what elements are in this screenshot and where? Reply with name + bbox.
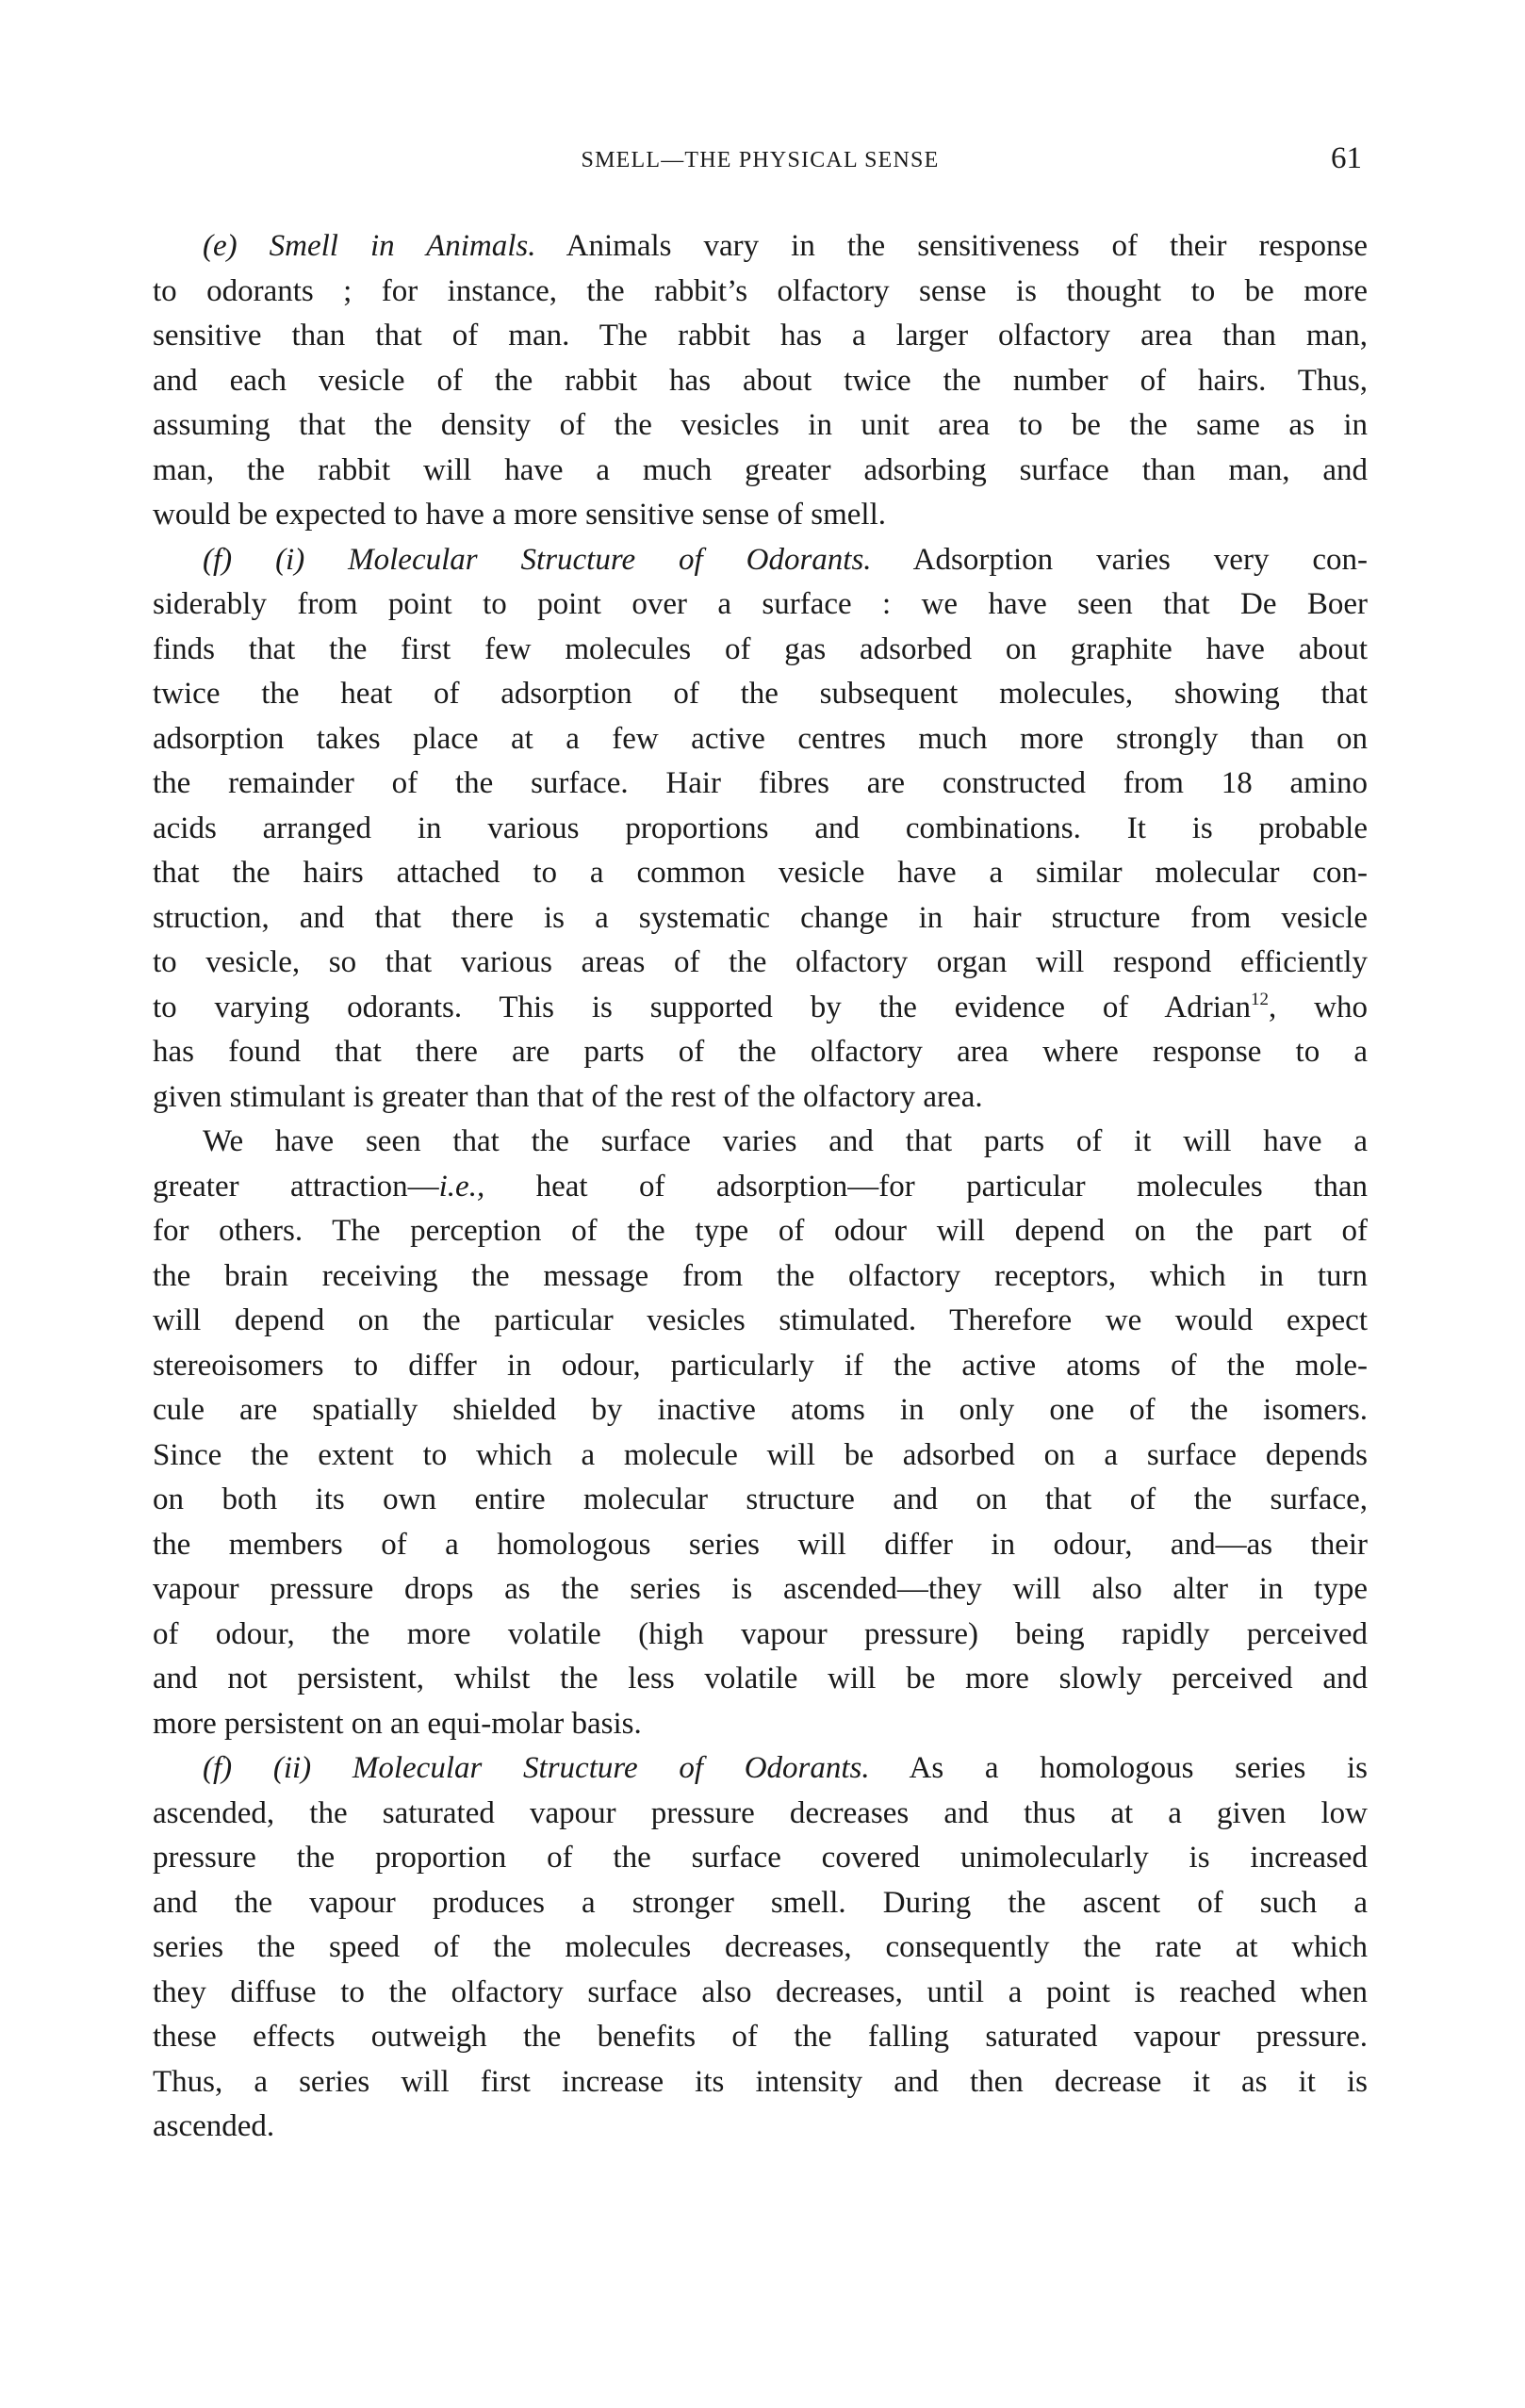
text-line bbox=[153, 807, 1368, 852]
text-run: cule are spatially shielded by inactive atoms in only one of the isomers. bbox=[153, 1393, 1368, 1427]
line-content bbox=[153, 851, 1368, 896]
line-content bbox=[153, 1702, 642, 1747]
italic-run: (e) Smell in Animals. bbox=[203, 229, 536, 263]
text-run: acids arranged in various proportions and combinations. It is probable bbox=[153, 811, 1368, 845]
line-content bbox=[203, 224, 1368, 270]
line-content bbox=[153, 1567, 1368, 1613]
text-run: series the speed of the molecules decreases, consequently the rate at which bbox=[153, 1930, 1368, 1964]
text-run: that the hairs attached to a common vesicle have a similar molecular con- bbox=[153, 856, 1368, 890]
text-run: has found that there are parts of the olfactory area where response to a bbox=[153, 1035, 1368, 1069]
text-run: the remainder of the surface. Hair fibres are constructed from 18 amino bbox=[153, 766, 1368, 800]
text-run: the brain receiving the message from the olfactory receptors, which in turn bbox=[153, 1258, 1368, 1293]
line-content bbox=[153, 986, 1368, 1031]
text-run: greater attraction— bbox=[153, 1169, 439, 1204]
line-content bbox=[153, 270, 1368, 315]
text-run: pressure the proportion of the surface covered unimolecularly is increased bbox=[153, 1841, 1368, 1875]
text-line bbox=[153, 2060, 1368, 2105]
text-run: Animals vary in the sensitiveness of their response bbox=[535, 229, 1368, 263]
text-line bbox=[153, 359, 1368, 404]
line-content bbox=[153, 403, 1368, 449]
line-content bbox=[153, 1836, 1368, 1881]
line-content bbox=[153, 493, 886, 538]
text-run: We have seen that the surface varies and that parts of it will have a bbox=[203, 1124, 1368, 1158]
running-title: SMELL—THE PHYSICAL SENSE bbox=[581, 148, 940, 172]
text-run: ascended, the saturated vapour pressure decreases and thus at a given low bbox=[153, 1795, 1368, 1830]
line-content bbox=[153, 941, 1368, 986]
text-line bbox=[153, 449, 1368, 494]
line-content bbox=[153, 1254, 1368, 1300]
line-content bbox=[153, 449, 1368, 494]
text-run: twice the heat of adsorption of the subsequent molecules, showing that bbox=[153, 677, 1368, 711]
text-run: the members of a homologous series will differ in odour, and—as their bbox=[153, 1527, 1368, 1562]
line-content bbox=[153, 1209, 1368, 1254]
text-line bbox=[153, 582, 1368, 628]
text-run: of odour, the more volatile (high vapour pressure) being rapidly perceived bbox=[153, 1616, 1368, 1651]
text-line bbox=[153, 403, 1368, 449]
line-content bbox=[153, 359, 1368, 404]
text-run: adsorption takes place at a few active centres much more strongly than on bbox=[153, 721, 1368, 756]
text-run: Since the extent to which a molecule will be adsorbed on a surface depends bbox=[153, 1437, 1368, 1472]
text-run: As a homologous series is bbox=[869, 1751, 1369, 1785]
body-text bbox=[153, 224, 1368, 2150]
text-run: these effects outweigh the benefits of the falling saturated vapour pressure. bbox=[153, 2020, 1368, 2054]
line-content bbox=[203, 538, 1368, 583]
text-run: sensitive than that of man. The rabbit has a larger olfactory area than man, bbox=[153, 319, 1368, 352]
text-line bbox=[153, 1971, 1368, 2016]
text-run: and not persistent, whilst the less volatile will be more slowly perceived and bbox=[153, 1662, 1368, 1695]
text-line bbox=[153, 1165, 1368, 1210]
text-run: on both its own entire molecular structure and on that of the surface, bbox=[153, 1482, 1368, 1516]
line-content bbox=[153, 1344, 1368, 1389]
line-content bbox=[153, 1299, 1368, 1344]
paragraph bbox=[153, 224, 1368, 538]
line-content bbox=[153, 1523, 1368, 1568]
italic-run: (f) (i) Molecular Structure of Odorants. bbox=[203, 542, 872, 577]
italic-run: (f) (ii) Molecular Structure of Odorants. bbox=[203, 1751, 870, 1785]
line-content bbox=[153, 807, 1368, 852]
text-line bbox=[153, 1299, 1368, 1344]
text-run: , who bbox=[1269, 990, 1368, 1024]
text-line bbox=[153, 986, 1368, 1031]
text-run: to vesicle, so that various areas of the olfactory organ will respond efficiently bbox=[153, 945, 1368, 979]
text-line bbox=[153, 1433, 1368, 1479]
line-content bbox=[153, 314, 1368, 359]
text-run: stereoisomers to differ in odour, particularly if the active atoms of the mole- bbox=[153, 1348, 1368, 1383]
text-line bbox=[153, 1030, 1368, 1075]
text-run: Adsorption varies very con- bbox=[871, 542, 1368, 577]
text-run: to odorants ; for instance, the rabbit’s olfactory sense is thought to be more bbox=[153, 273, 1368, 308]
text-line bbox=[153, 717, 1368, 762]
text-line bbox=[153, 1836, 1368, 1881]
line-content bbox=[153, 717, 1368, 762]
text-run: and each vesicle of the rabbit has about twice the number of hairs. Thus, bbox=[153, 363, 1368, 398]
line-content bbox=[153, 1478, 1368, 1523]
text-line bbox=[153, 1746, 1368, 1792]
text-line bbox=[153, 672, 1368, 717]
text-line bbox=[153, 1881, 1368, 1926]
line-content bbox=[153, 1925, 1368, 1971]
text-run: more persistent on an equi-molar basis. bbox=[153, 1706, 642, 1741]
line-content bbox=[153, 1613, 1368, 1658]
text-run: given stimulant is greater than that of the rest of the olfactory area. bbox=[153, 1079, 983, 1114]
text-line bbox=[153, 493, 1368, 538]
line-content bbox=[153, 1971, 1368, 2016]
text-line bbox=[153, 628, 1368, 673]
line-content bbox=[203, 1746, 1368, 1792]
text-run: ascended. bbox=[153, 2109, 275, 2143]
text-line bbox=[153, 1254, 1368, 1300]
text-run: siderably from point to point over a surface : we have seen that De Boer bbox=[153, 587, 1368, 621]
text-line bbox=[153, 270, 1368, 315]
text-run: would be expected to have a more sensitive sense of smell. bbox=[153, 498, 887, 532]
line-content bbox=[153, 896, 1368, 942]
text-run: struction, and that there is a systematic change in hair structure from vesicle bbox=[153, 900, 1368, 935]
italic-run: i.e., bbox=[438, 1169, 485, 1204]
running-header bbox=[153, 143, 1368, 177]
line-content bbox=[203, 1120, 1368, 1165]
text-line bbox=[153, 941, 1368, 986]
text-run: Thus, a series will first increase its intensity and then decrease it as it is bbox=[153, 2064, 1368, 2099]
footnote-reference: 12 bbox=[1251, 989, 1270, 1009]
line-content bbox=[153, 1165, 1368, 1210]
line-content bbox=[153, 1030, 1368, 1075]
text-run: and the vapour produces a stronger smell. During the ascent of such a bbox=[153, 1885, 1368, 1920]
text-run: man, the rabbit will have a much greater adsorbing surface than man, and bbox=[153, 452, 1368, 487]
text-line bbox=[153, 1925, 1368, 1971]
line-content bbox=[153, 628, 1368, 673]
text-run: to varying odorants. This is supported by the evidence of Adrian bbox=[153, 990, 1252, 1024]
text-line bbox=[153, 314, 1368, 359]
text-line bbox=[153, 1075, 1368, 1121]
line-content bbox=[153, 2105, 274, 2150]
text-run: assuming that the density of the vesicles in unit area to be the same as in bbox=[153, 408, 1368, 442]
text-line bbox=[153, 851, 1368, 896]
line-content bbox=[153, 582, 1368, 628]
text-run: they diffuse to the olfactory surface also decreases, until a point is reached when bbox=[153, 1974, 1368, 2009]
text-line bbox=[153, 1702, 1368, 1747]
text-line bbox=[153, 224, 1368, 270]
line-content bbox=[153, 1881, 1368, 1926]
text-run: heat of adsorption—for particular molecules than bbox=[484, 1169, 1368, 1204]
line-content bbox=[153, 1657, 1368, 1702]
line-content bbox=[153, 1792, 1368, 1837]
text-line bbox=[153, 1120, 1368, 1165]
text-line bbox=[153, 2015, 1368, 2060]
text-run: vapour pressure drops as the series is ascended—they will also alter in type bbox=[153, 1572, 1368, 1606]
text-line bbox=[153, 1567, 1368, 1613]
text-run: finds that the first few molecules of gas adsorbed on graphite have about bbox=[153, 631, 1368, 666]
text-line bbox=[153, 1792, 1368, 1837]
text-line bbox=[153, 1657, 1368, 1702]
text-line bbox=[153, 1523, 1368, 1568]
text-line bbox=[153, 1344, 1368, 1389]
text-line bbox=[153, 538, 1368, 583]
line-content bbox=[153, 2060, 1368, 2105]
text-run: for others. The perception of the type of odour will depend on the part of bbox=[153, 1214, 1368, 1248]
text-run: will depend on the particular vesicles stimulated. Therefore we would expect bbox=[153, 1303, 1368, 1337]
line-content bbox=[153, 2015, 1368, 2060]
line-content bbox=[153, 1433, 1368, 1479]
text-line bbox=[153, 2105, 1368, 2150]
line-content bbox=[153, 1388, 1368, 1433]
line-content bbox=[153, 762, 1368, 807]
text-line bbox=[153, 1388, 1368, 1433]
text-line bbox=[153, 896, 1368, 942]
paragraph bbox=[153, 1746, 1368, 2150]
line-content bbox=[153, 672, 1368, 717]
text-line bbox=[153, 1478, 1368, 1523]
page-number: 61 bbox=[1331, 141, 1362, 175]
line-content bbox=[153, 1075, 983, 1121]
paragraph bbox=[153, 1120, 1368, 1746]
paragraph bbox=[153, 538, 1368, 1121]
text-line bbox=[153, 1613, 1368, 1658]
text-line bbox=[153, 1209, 1368, 1254]
text-line bbox=[153, 762, 1368, 807]
